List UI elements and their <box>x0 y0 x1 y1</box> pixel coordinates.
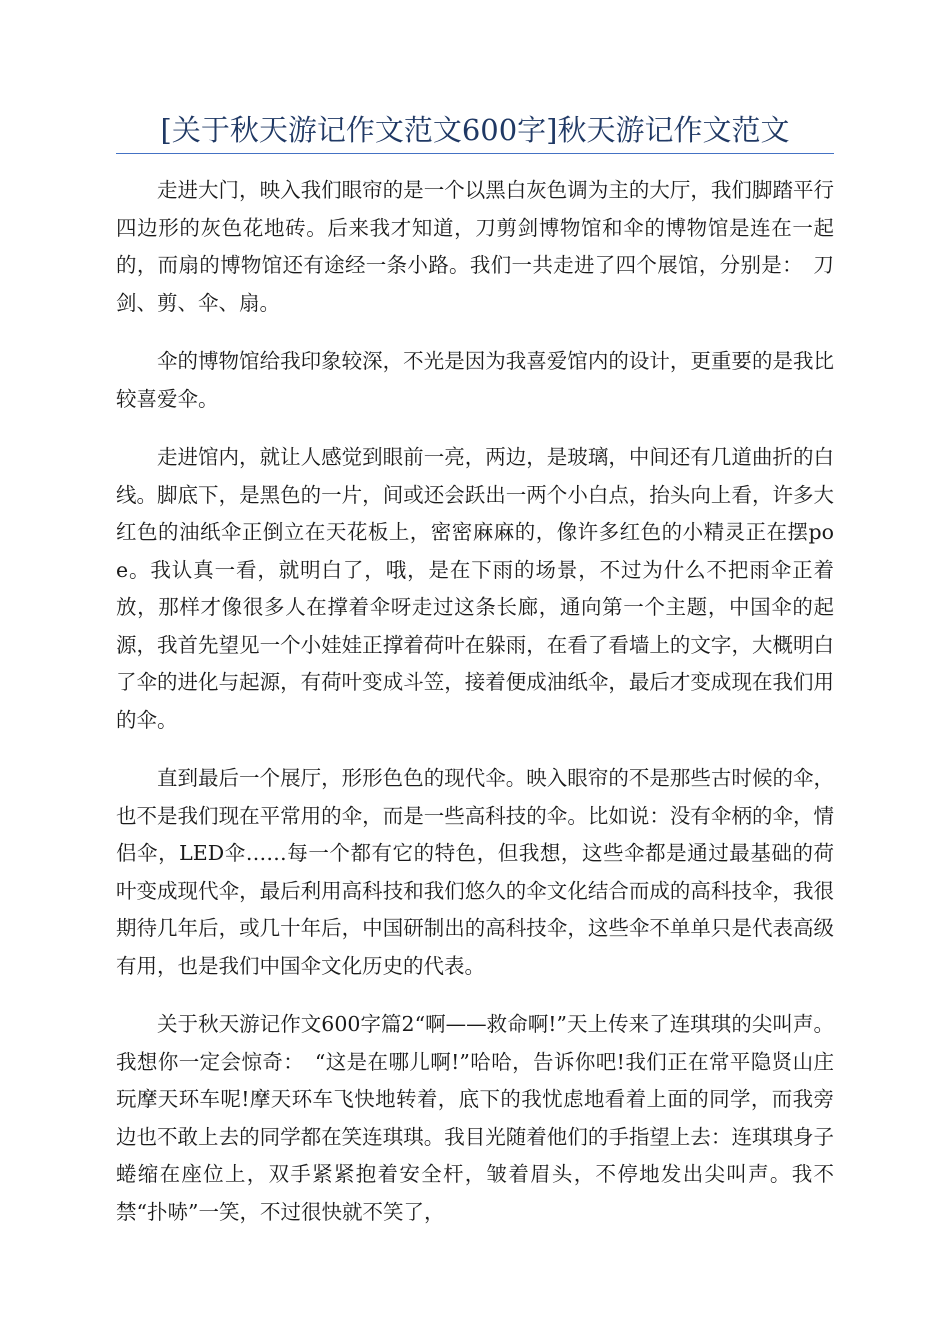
paragraph-3: 走进馆内，就让人感觉到眼前一亮，两边，是玻璃，中间还有几道曲折的白线。脚底下，是黑色的一片，间或还会跃出一两个小白点，抬头向上看，许多大红色的油纸伞正倒立在天花板上，密密麻麻的，像许多红色的小精灵正在摆poe。我认真一看，就明白了，哦，是在下雨的场景，不过为什么不把雨伞正着放，那样才像很多人在撑着伞呀走过这条长廊，通向第一个主题，中国伞的起源，我首先望见一个小娃娃正撑着荷叶在躲雨，在看了看墙上的文字，大概明白了伞的进化与起源，有荷叶变成斗笠，接着便成油纸伞，最后才变成现在我们用的伞。 <box>116 445 834 732</box>
document-body <box>116 172 834 1252</box>
paragraph-5: 关于秋天游记作文600字篇2“啊——救命啊!”天上传来了连琪琪的尖叫声。我想你一定会惊奇： “这是在哪儿啊!”哈哈，告诉你吧!我们正在常平隐贤山庄玩摩天环车呢!摩天环车飞快地转着，底下的我忧虑地看着上面的同学，而我旁边也不敢上去的同学都在笑连琪琪。我目光随着他们的手指望上去：连琪琪身子蜷缩在座位上，双手紧紧抱着安全杆，皱着眉头，不停地发出尖叫声。我不禁“扑哧”一笑，不过很快就不笑了， <box>116 1012 834 1224</box>
title-underline <box>116 153 834 154</box>
paragraph-2: 伞的博物馆给我印象较深，不光是因为我喜爱馆内的设计，更重要的是我比较喜爱伞。 <box>116 349 834 411</box>
paragraph-4: 直到最后一个展厅，形形色色的现代伞。映入眼帘的不是那些古时候的伞，也不是我们现在平常用的伞，而是一些高科技的伞。比如说：没有伞柄的伞，情侣伞，LED伞……每一个都有它的特色，但我想，这些伞都是通过最基础的荷叶变成现代伞，最后利用高科技和我们悠久的伞文化结合而成的高科技伞，我很期待几年后，或几十年后，中国研制出的高科技伞，这些伞不单单只是代表高级有用，也是我们中国伞文化历史的代表。 <box>116 766 834 978</box>
paragraph-1: 走进大门，映入我们眼帘的是一个以黑白灰色调为主的大厅，我们脚踏平行四边形的灰色花地砖。后来我才知道，刀剪剑博物馆和伞的博物馆是连在一起的，而扇的博物馆还有途经一条小路。我们一共走进了四个展馆，分别是： 刀剑、剪、伞、扇。 <box>116 178 834 315</box>
page-title: [关于秋天游记作文范文600字]秋天游记作文范文 <box>160 113 790 147</box>
